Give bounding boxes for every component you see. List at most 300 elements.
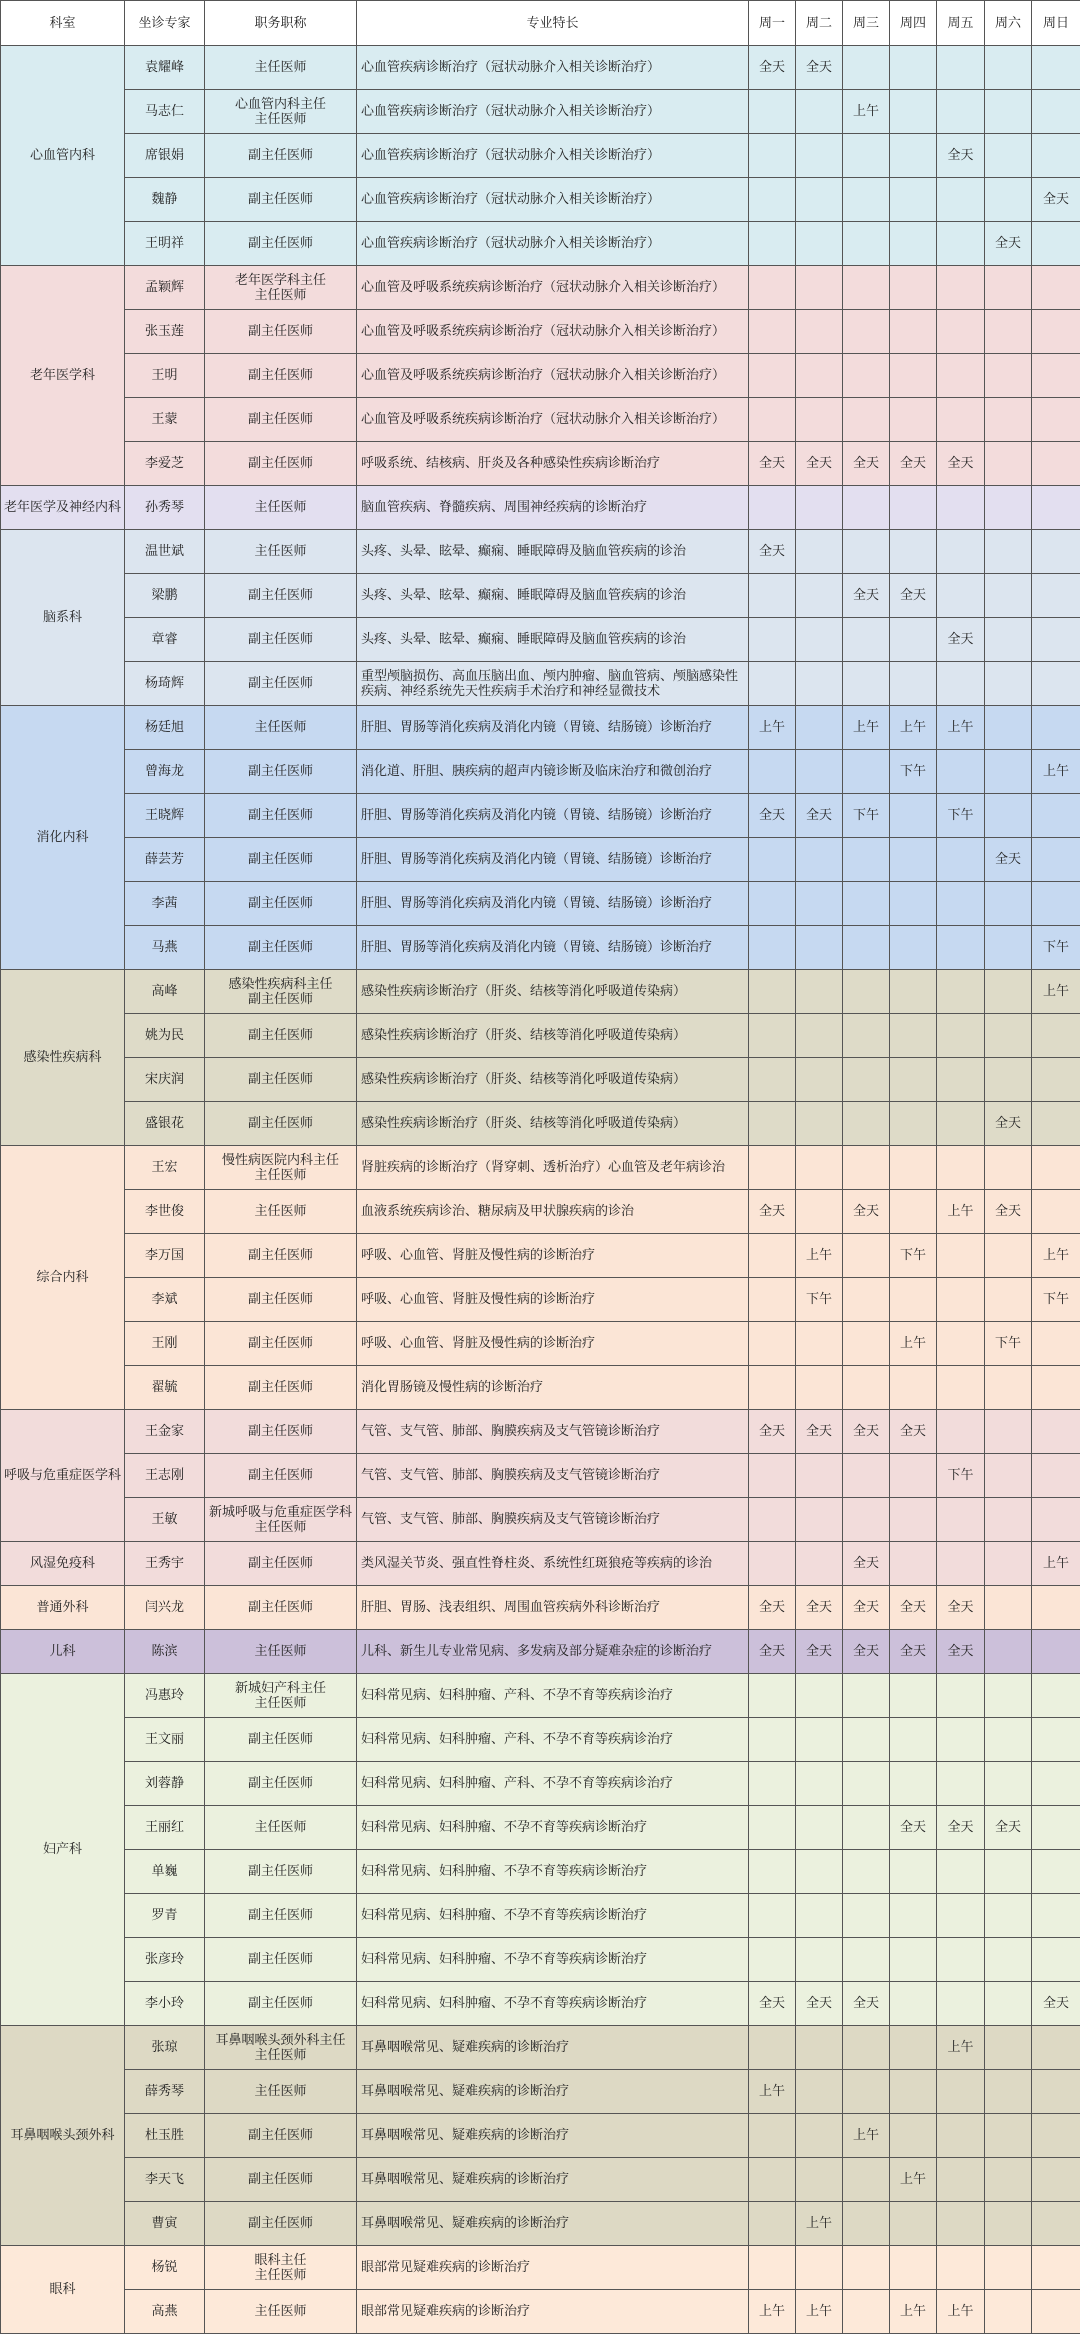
- header-sun: 周日: [1032, 1, 1080, 46]
- day-cell: [985, 1542, 1032, 1586]
- table-row: [1, 2158, 1080, 2202]
- day-cell: [985, 310, 1032, 354]
- day-cell: [796, 618, 843, 662]
- specialty-cell: 呼吸、心血管、肾脏及慢性病的诊断治疗: [357, 1278, 749, 1322]
- day-cell: [985, 1278, 1032, 1322]
- day-cell: [890, 1278, 937, 1322]
- table-row: [1, 1938, 1080, 1982]
- day-cell: [890, 970, 937, 1014]
- day-cell: [985, 398, 1032, 442]
- day-cell: [843, 2246, 890, 2290]
- day-cell: 下午: [890, 750, 937, 794]
- day-cell: [796, 2114, 843, 2158]
- day-cell: [937, 222, 985, 266]
- day-cell: [985, 530, 1032, 574]
- table-row: [1, 926, 1080, 970]
- day-cell: [1032, 442, 1080, 486]
- day-cell: 上午: [890, 1322, 937, 1366]
- expert-cell: 王秀宇: [125, 1542, 205, 1586]
- day-cell: 全天: [843, 574, 890, 618]
- specialty-cell: 心血管及呼吸系统疾病诊断治疗（冠状动脉介入相关诊断治疗）: [357, 310, 749, 354]
- specialty-cell: 妇科常见病、妇科肿瘤、不孕不育等疾病诊断治疗: [357, 1894, 749, 1938]
- day-cell: [843, 2202, 890, 2246]
- day-cell: [843, 1146, 890, 1190]
- table-row: [1, 1366, 1080, 1410]
- day-cell: [937, 486, 985, 530]
- day-cell: [985, 90, 1032, 134]
- day-cell: [985, 574, 1032, 618]
- day-cell: [749, 1542, 796, 1586]
- day-cell: [796, 1146, 843, 1190]
- day-cell: 全天: [749, 442, 796, 486]
- day-cell: 全天: [985, 1190, 1032, 1234]
- day-cell: [1032, 2158, 1080, 2202]
- day-cell: [749, 882, 796, 926]
- day-cell: [843, 1234, 890, 1278]
- day-cell: [843, 1850, 890, 1894]
- day-cell: [985, 882, 1032, 926]
- expert-cell: 曾海龙: [125, 750, 205, 794]
- day-cell: [890, 222, 937, 266]
- day-cell: [1032, 2290, 1080, 2334]
- day-cell: [796, 266, 843, 310]
- title-cell: 耳鼻咽喉头颈外科主任 主任医师: [205, 2026, 357, 2070]
- day-cell: [796, 662, 843, 706]
- day-cell: 上午: [843, 706, 890, 750]
- day-cell: [937, 46, 985, 90]
- day-cell: 下午: [985, 1322, 1032, 1366]
- table-row: [1, 1674, 1080, 1718]
- day-cell: [937, 574, 985, 618]
- specialty-cell: 肝胆、胃肠等消化疾病及消化内镜（胃镜、结肠镜）诊断治疗: [357, 838, 749, 882]
- specialty-cell: 感染性疾病诊断治疗（肝炎、结核等消化呼吸道传染病）: [357, 1058, 749, 1102]
- title-cell: 副主任医师: [205, 1014, 357, 1058]
- table-row: [1, 530, 1080, 574]
- title-cell: 主任医师: [205, 1190, 357, 1234]
- day-cell: [937, 178, 985, 222]
- title-cell: 副主任医师: [205, 2202, 357, 2246]
- title-cell: 主任医师: [205, 1630, 357, 1674]
- specialty-cell: 肾脏疾病的诊断治疗（肾穿刺、透析治疗）心血管及老年病诊治: [357, 1146, 749, 1190]
- day-cell: [749, 1894, 796, 1938]
- day-cell: 上午: [937, 2290, 985, 2334]
- department-cell: 脑系科: [1, 530, 125, 706]
- day-cell: [937, 2070, 985, 2114]
- day-cell: [890, 1850, 937, 1894]
- day-cell: [1032, 530, 1080, 574]
- specialty-cell: 肝胆、胃肠等消化疾病及消化内镜（胃镜、结肠镜）诊断治疗: [357, 882, 749, 926]
- day-cell: 全天: [749, 1410, 796, 1454]
- day-cell: [937, 1938, 985, 1982]
- department-cell: 妇产科: [1, 1674, 125, 2026]
- day-cell: [937, 838, 985, 882]
- table-row: [1, 442, 1080, 486]
- expert-cell: 王丽红: [125, 1806, 205, 1850]
- table-row: [1, 750, 1080, 794]
- table-row: [1, 2026, 1080, 2070]
- day-cell: [1032, 882, 1080, 926]
- day-cell: 上午: [796, 2202, 843, 2246]
- day-cell: [796, 1322, 843, 1366]
- day-cell: [985, 970, 1032, 1014]
- day-cell: [1032, 2246, 1080, 2290]
- day-cell: 上午: [749, 706, 796, 750]
- day-cell: [843, 1454, 890, 1498]
- title-cell: 副主任医师: [205, 618, 357, 662]
- title-cell: 心血管内科主任 主任医师: [205, 90, 357, 134]
- day-cell: 全天: [749, 1630, 796, 1674]
- day-cell: [890, 794, 937, 838]
- specialty-cell: 呼吸、心血管、肾脏及慢性病的诊断治疗: [357, 1322, 749, 1366]
- day-cell: [937, 1674, 985, 1718]
- day-cell: [937, 354, 985, 398]
- day-cell: [1032, 222, 1080, 266]
- day-cell: [1032, 1806, 1080, 1850]
- day-cell: [843, 266, 890, 310]
- day-cell: [796, 882, 843, 926]
- expert-cell: 高峰: [125, 970, 205, 1014]
- table-row: [1, 1190, 1080, 1234]
- day-cell: 全天: [937, 618, 985, 662]
- day-cell: 全天: [937, 1586, 985, 1630]
- day-cell: [985, 266, 1032, 310]
- day-cell: [890, 2114, 937, 2158]
- table-row: [1, 222, 1080, 266]
- specialty-cell: 耳鼻咽喉常见、疑难疾病的诊断治疗: [357, 2026, 749, 2070]
- day-cell: [1032, 310, 1080, 354]
- day-cell: [890, 134, 937, 178]
- table-row: [1, 838, 1080, 882]
- day-cell: [796, 926, 843, 970]
- day-cell: [937, 1102, 985, 1146]
- title-cell: 副主任医师: [205, 1410, 357, 1454]
- table-row: [1, 1806, 1080, 1850]
- day-cell: [749, 1762, 796, 1806]
- day-cell: [749, 222, 796, 266]
- day-cell: [937, 1850, 985, 1894]
- day-cell: [749, 1102, 796, 1146]
- day-cell: [796, 1190, 843, 1234]
- specialty-cell: 重型颅脑损伤、高血压脑出血、颅内肿瘤、脑血管病、颅脑感染性疾病、神经系统先天性疾病手术治疗和神经显微技术: [357, 662, 749, 706]
- day-cell: [890, 354, 937, 398]
- day-cell: [890, 882, 937, 926]
- day-cell: [937, 1982, 985, 2026]
- day-cell: [796, 2158, 843, 2202]
- expert-cell: 张玉莲: [125, 310, 205, 354]
- day-cell: [1032, 1410, 1080, 1454]
- specialty-cell: 心血管及呼吸系统疾病诊断治疗（冠状动脉介入相关诊断治疗）: [357, 354, 749, 398]
- day-cell: [985, 1982, 1032, 2026]
- day-cell: [843, 310, 890, 354]
- header-thu: 周四: [890, 1, 937, 46]
- table-row: [1, 134, 1080, 178]
- specialty-cell: 肝胆、胃肠等消化疾病及消化内镜（胃镜、结肠镜）诊断治疗: [357, 794, 749, 838]
- expert-cell: 薛芸芳: [125, 838, 205, 882]
- day-cell: [796, 90, 843, 134]
- day-cell: [890, 46, 937, 90]
- expert-cell: 姚为民: [125, 1014, 205, 1058]
- day-cell: [796, 838, 843, 882]
- day-cell: [890, 1190, 937, 1234]
- title-cell: 副主任医师: [205, 1278, 357, 1322]
- specialty-cell: 感染性疾病诊断治疗（肝炎、结核等消化呼吸道传染病）: [357, 1102, 749, 1146]
- day-cell: [937, 1542, 985, 1586]
- day-cell: 全天: [843, 442, 890, 486]
- day-cell: 下午: [1032, 1278, 1080, 1322]
- day-cell: [749, 178, 796, 222]
- day-cell: [843, 1894, 890, 1938]
- title-cell: 副主任医师: [205, 354, 357, 398]
- day-cell: 全天: [796, 1586, 843, 1630]
- table-row: [1, 1630, 1080, 1674]
- day-cell: [985, 1718, 1032, 1762]
- expert-cell: 李天飞: [125, 2158, 205, 2202]
- day-cell: [1032, 1058, 1080, 1102]
- table-row: [1, 1586, 1080, 1630]
- day-cell: [985, 1234, 1032, 1278]
- table-row: [1, 2070, 1080, 2114]
- day-cell: [985, 46, 1032, 90]
- day-cell: 上午: [1032, 970, 1080, 1014]
- day-cell: [890, 1366, 937, 1410]
- day-cell: 全天: [796, 1630, 843, 1674]
- day-cell: [890, 1146, 937, 1190]
- expert-cell: 魏静: [125, 178, 205, 222]
- day-cell: [749, 1674, 796, 1718]
- day-cell: [749, 398, 796, 442]
- day-cell: [749, 266, 796, 310]
- day-cell: 全天: [843, 1410, 890, 1454]
- department-cell: 心血管内科: [1, 46, 125, 266]
- day-cell: 全天: [937, 442, 985, 486]
- day-cell: [843, 1762, 890, 1806]
- day-cell: [1032, 1190, 1080, 1234]
- day-cell: [843, 926, 890, 970]
- expert-cell: 李小玲: [125, 1982, 205, 2026]
- header-wed: 周三: [843, 1, 890, 46]
- day-cell: [937, 2202, 985, 2246]
- day-cell: [890, 2026, 937, 2070]
- day-cell: [890, 1982, 937, 2026]
- day-cell: [937, 1058, 985, 1102]
- specialty-cell: 耳鼻咽喉常见、疑难疾病的诊断治疗: [357, 2070, 749, 2114]
- day-cell: 下午: [937, 1454, 985, 1498]
- day-cell: 上午: [937, 2026, 985, 2070]
- day-cell: 全天: [796, 794, 843, 838]
- day-cell: [890, 1894, 937, 1938]
- table-row: [1, 618, 1080, 662]
- day-cell: [1032, 706, 1080, 750]
- table-row: [1, 354, 1080, 398]
- day-cell: 上午: [796, 2290, 843, 2334]
- day-cell: 下午: [890, 1234, 937, 1278]
- department-cell: 老年医学科: [1, 266, 125, 486]
- specialty-cell: 耳鼻咽喉常见、疑难疾病的诊断治疗: [357, 2158, 749, 2202]
- day-cell: [890, 1102, 937, 1146]
- day-cell: [1032, 354, 1080, 398]
- day-cell: [749, 1146, 796, 1190]
- specialty-cell: 心血管疾病诊断治疗（冠状动脉介入相关诊断治疗）: [357, 134, 749, 178]
- day-cell: [796, 1454, 843, 1498]
- day-cell: 全天: [985, 222, 1032, 266]
- table-row: [1, 1982, 1080, 2026]
- day-cell: 全天: [937, 1630, 985, 1674]
- table-row: [1, 662, 1080, 706]
- expert-cell: 席银娟: [125, 134, 205, 178]
- day-cell: [796, 1058, 843, 1102]
- title-cell: 副主任医师: [205, 1718, 357, 1762]
- day-cell: [796, 1014, 843, 1058]
- day-cell: [1032, 134, 1080, 178]
- day-cell: [890, 398, 937, 442]
- expert-cell: 盛银花: [125, 1102, 205, 1146]
- day-cell: [749, 618, 796, 662]
- day-cell: [1032, 2026, 1080, 2070]
- table-row: [1, 1234, 1080, 1278]
- day-cell: [937, 750, 985, 794]
- day-cell: [985, 2026, 1032, 2070]
- day-cell: 全天: [890, 1630, 937, 1674]
- day-cell: [1032, 398, 1080, 442]
- day-cell: 全天: [749, 1586, 796, 1630]
- expert-cell: 杨廷旭: [125, 706, 205, 750]
- day-cell: 上午: [1032, 1542, 1080, 1586]
- day-cell: [937, 1322, 985, 1366]
- day-cell: [985, 354, 1032, 398]
- title-cell: 副主任医师: [205, 310, 357, 354]
- header-title: 职务职称: [205, 1, 357, 46]
- day-cell: 上午: [749, 2290, 796, 2334]
- day-cell: [1032, 1146, 1080, 1190]
- day-cell: [985, 662, 1032, 706]
- day-cell: [749, 1058, 796, 1102]
- day-cell: [749, 970, 796, 1014]
- day-cell: [749, 2026, 796, 2070]
- day-cell: [796, 2246, 843, 2290]
- expert-cell: 王敏: [125, 1498, 205, 1542]
- specialty-cell: 感染性疾病诊断治疗（肝炎、结核等消化呼吸道传染病）: [357, 1014, 749, 1058]
- expert-cell: 冯惠玲: [125, 1674, 205, 1718]
- day-cell: [985, 486, 1032, 530]
- specialty-cell: 心血管及呼吸系统疾病诊断治疗（冠状动脉介入相关诊断治疗）: [357, 266, 749, 310]
- day-cell: [937, 1894, 985, 1938]
- day-cell: [796, 750, 843, 794]
- day-cell: [890, 1938, 937, 1982]
- title-cell: 主任医师: [205, 530, 357, 574]
- day-cell: [890, 1498, 937, 1542]
- day-cell: [890, 1762, 937, 1806]
- day-cell: 下午: [1032, 926, 1080, 970]
- day-cell: [843, 1278, 890, 1322]
- expert-cell: 李世俊: [125, 1190, 205, 1234]
- expert-cell: 陈滨: [125, 1630, 205, 1674]
- day-cell: [796, 1938, 843, 1982]
- specialty-cell: 妇科常见病、妇科肿瘤、产科、不孕不育等疾病诊治疗: [357, 1762, 749, 1806]
- specialty-cell: 气管、支气管、肺部、胸膜疾病及支气管镜诊断治疗: [357, 1498, 749, 1542]
- day-cell: [796, 2070, 843, 2114]
- expert-cell: 王刚: [125, 1322, 205, 1366]
- table-row: [1, 2246, 1080, 2290]
- specialty-cell: 妇科常见病、妇科肿瘤、不孕不育等疾病诊断治疗: [357, 1806, 749, 1850]
- table-row: [1, 1454, 1080, 1498]
- table-row: [1, 1278, 1080, 1322]
- table-row: [1, 1410, 1080, 1454]
- day-cell: 全天: [749, 46, 796, 90]
- day-cell: [985, 1938, 1032, 1982]
- day-cell: [1032, 1454, 1080, 1498]
- day-cell: [937, 1234, 985, 1278]
- department-cell: 呼吸与危重症医学科: [1, 1410, 125, 1542]
- day-cell: 全天: [1032, 1982, 1080, 2026]
- day-cell: [937, 1278, 985, 1322]
- table-row: [1, 1850, 1080, 1894]
- day-cell: [796, 354, 843, 398]
- specialty-cell: 儿科、新生儿专业常见病、多发病及部分疑难杂症的诊断治疗: [357, 1630, 749, 1674]
- expert-cell: 刘蓉静: [125, 1762, 205, 1806]
- title-cell: 主任医师: [205, 1806, 357, 1850]
- day-cell: [749, 1366, 796, 1410]
- day-cell: [985, 2070, 1032, 2114]
- day-cell: [749, 1718, 796, 1762]
- day-cell: [985, 1586, 1032, 1630]
- day-cell: [985, 1894, 1032, 1938]
- specialty-cell: 眼部常见疑难疾病的诊断治疗: [357, 2246, 749, 2290]
- day-cell: [985, 2202, 1032, 2246]
- day-cell: [843, 178, 890, 222]
- title-cell: 副主任医师: [205, 1982, 357, 2026]
- table-row: [1, 1146, 1080, 1190]
- department-cell: 儿科: [1, 1630, 125, 1674]
- specialty-cell: 眼部常见疑难疾病的诊断治疗: [357, 2290, 749, 2334]
- day-cell: [796, 1102, 843, 1146]
- day-cell: [1032, 1674, 1080, 1718]
- expert-cell: 杨琦辉: [125, 662, 205, 706]
- day-cell: [843, 662, 890, 706]
- day-cell: [749, 2202, 796, 2246]
- title-cell: 副主任医师: [205, 1894, 357, 1938]
- specialty-cell: 肝胆、胃肠等消化疾病及消化内镜（胃镜、结肠镜）诊断治疗: [357, 926, 749, 970]
- day-cell: [1032, 1938, 1080, 1982]
- day-cell: [890, 2202, 937, 2246]
- day-cell: [796, 706, 843, 750]
- title-cell: 副主任医师: [205, 2158, 357, 2202]
- day-cell: [937, 2158, 985, 2202]
- table-row: [1, 46, 1080, 90]
- day-cell: [1032, 1718, 1080, 1762]
- day-cell: 全天: [843, 1586, 890, 1630]
- day-cell: [985, 1146, 1032, 1190]
- day-cell: 全天: [937, 1806, 985, 1850]
- expert-cell: 王文丽: [125, 1718, 205, 1762]
- expert-cell: 马燕: [125, 926, 205, 970]
- day-cell: [796, 1894, 843, 1938]
- title-cell: 副主任医师: [205, 1542, 357, 1586]
- table-row: [1, 1014, 1080, 1058]
- title-cell: 副主任医师: [205, 178, 357, 222]
- day-cell: [937, 398, 985, 442]
- day-cell: [796, 486, 843, 530]
- day-cell: [843, 134, 890, 178]
- day-cell: [1032, 618, 1080, 662]
- specialty-cell: 肝胆、胃肠等消化疾病及消化内镜（胃镜、结肠镜）诊断治疗: [357, 706, 749, 750]
- day-cell: [749, 310, 796, 354]
- header-fri: 周五: [937, 1, 985, 46]
- expert-cell: 翟毓: [125, 1366, 205, 1410]
- day-cell: 全天: [843, 1542, 890, 1586]
- table-row: [1, 1894, 1080, 1938]
- table-row: [1, 1542, 1080, 1586]
- day-cell: 上午: [890, 2158, 937, 2202]
